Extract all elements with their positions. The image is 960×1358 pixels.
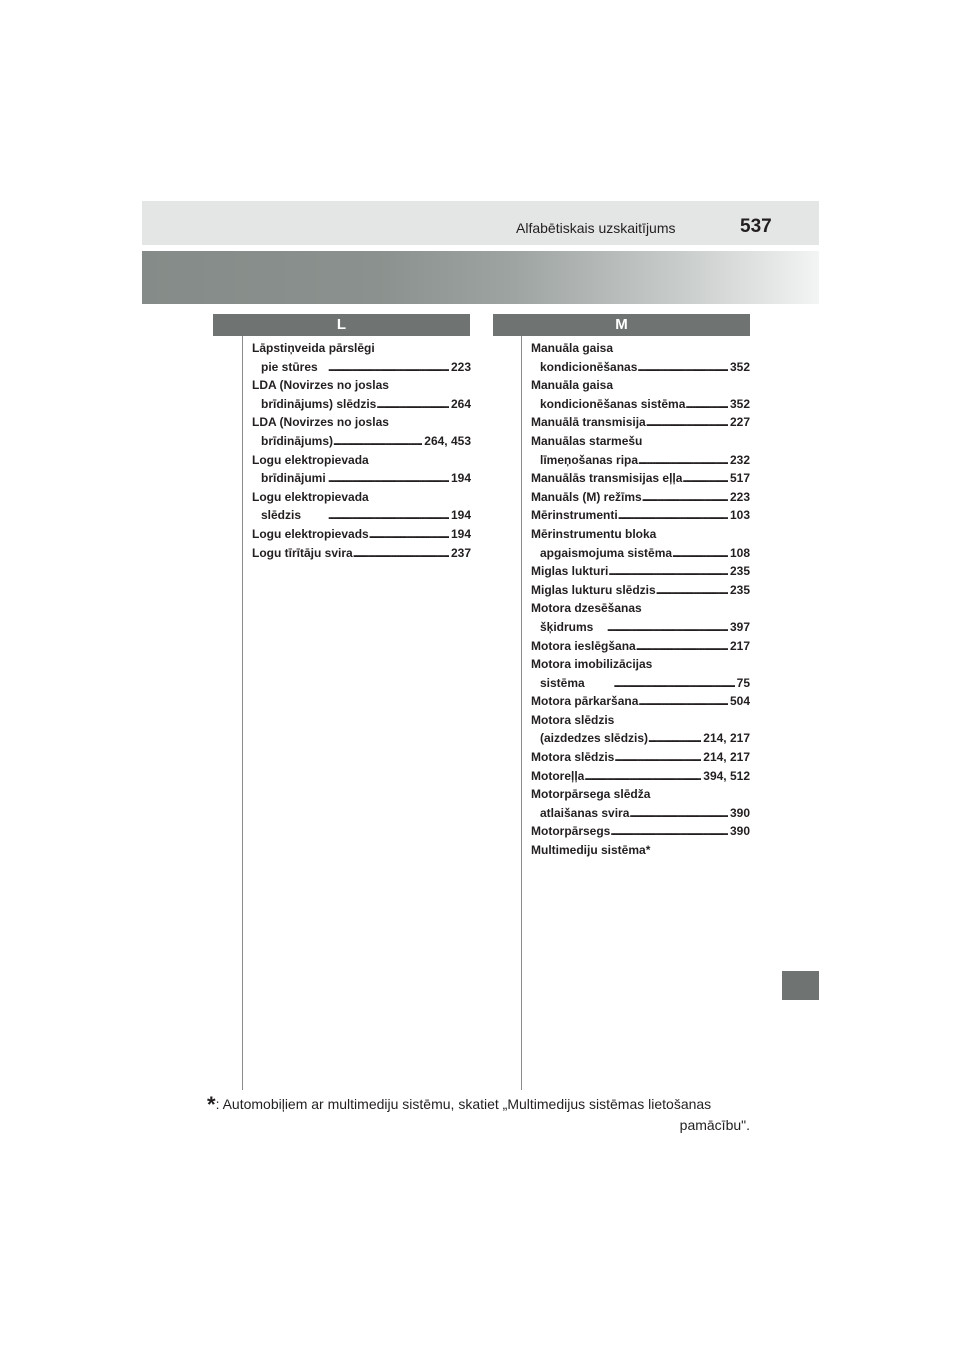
footnote-star: * bbox=[207, 1092, 216, 1117]
decorative-band bbox=[142, 251, 819, 304]
index-entry bbox=[252, 544, 471, 563]
entry-page-ref: 352 bbox=[729, 359, 750, 374]
entry-text: Manuālas starmešu bbox=[531, 433, 643, 448]
index-entry bbox=[531, 413, 750, 432]
dot-leader bbox=[369, 525, 449, 544]
index-entry bbox=[531, 785, 750, 822]
entry-text: pie stūres bbox=[261, 359, 318, 374]
footnote-line1: : Automobiļiem ar multimediju sistēmu, skatiet „Multimedijus sistēmas lietošanas bbox=[215, 1096, 712, 1112]
index-entry bbox=[252, 488, 471, 525]
entry-text: šķidrums bbox=[540, 619, 594, 634]
index-entry bbox=[531, 637, 750, 656]
index-entry bbox=[252, 525, 471, 544]
entry-text: Motora pārkaršana bbox=[531, 694, 639, 709]
section-header-m: M bbox=[493, 314, 750, 336]
dot-leader bbox=[656, 581, 728, 600]
dot-leader bbox=[593, 618, 728, 637]
index-entry bbox=[531, 506, 750, 525]
entry-text: Manuālā transmisija bbox=[531, 415, 646, 430]
entry-page-ref: 390 bbox=[729, 824, 750, 839]
column-divider-right bbox=[521, 336, 522, 1090]
entry-page-ref: 214, 217 bbox=[703, 731, 750, 746]
entry-text: kondicionēšanas bbox=[540, 359, 638, 374]
entry-text: Manuāla gaisa bbox=[531, 378, 614, 393]
dot-leader bbox=[642, 488, 728, 507]
dot-leader bbox=[584, 767, 701, 786]
chapter-tab bbox=[782, 971, 819, 1000]
header-bar bbox=[142, 201, 819, 245]
entry-text: atlaišanas svira bbox=[540, 805, 630, 820]
entry-text: brīdinājums) bbox=[261, 433, 334, 448]
dot-leader bbox=[618, 506, 728, 525]
entry-page-ref: 227 bbox=[729, 415, 750, 430]
index-entry bbox=[531, 525, 750, 562]
dot-leader bbox=[376, 395, 449, 414]
dot-leader bbox=[638, 451, 728, 470]
entry-page-ref: 75 bbox=[736, 675, 750, 690]
entry-page-ref: 237 bbox=[450, 545, 471, 560]
dot-leader bbox=[685, 395, 728, 414]
entry-page-ref: 194 bbox=[450, 526, 471, 541]
entry-text: LDA (Novirzes no joslas bbox=[252, 378, 389, 393]
dot-leader bbox=[318, 358, 449, 377]
entry-text: Lāpstiņveida pārslēgi bbox=[252, 341, 375, 355]
entry-text: LDA (Novirzes no joslas bbox=[252, 415, 389, 430]
entry-text: brīdinājums) slēdzis bbox=[261, 396, 377, 411]
entry-text: Motora dzesēšanas bbox=[531, 601, 642, 616]
entry-page-ref: 217 bbox=[729, 638, 750, 653]
index-entry bbox=[531, 748, 750, 767]
dot-leader bbox=[648, 729, 701, 748]
dot-leader bbox=[301, 506, 449, 525]
dot-leader bbox=[682, 469, 728, 488]
index-entry bbox=[531, 339, 750, 376]
dot-leader bbox=[637, 358, 728, 377]
dot-leader bbox=[672, 544, 728, 563]
entry-text: Motora ieslēgšana bbox=[531, 638, 636, 653]
footnote bbox=[207, 1094, 750, 1135]
entry-text: slēdzis bbox=[261, 508, 302, 523]
entry-text: Multimediju sistēma* bbox=[531, 843, 651, 858]
entry-page-ref: 223 bbox=[450, 359, 471, 374]
entry-text: Motoreļļa bbox=[531, 768, 585, 783]
dot-leader bbox=[638, 692, 728, 711]
entry-page-ref: 397 bbox=[729, 619, 750, 634]
entry-page-ref: 394, 512 bbox=[703, 768, 750, 783]
dot-leader bbox=[585, 674, 735, 693]
entry-text: Motora slēdzis bbox=[531, 712, 615, 727]
entry-page-ref: 390 bbox=[729, 805, 750, 820]
index-entry bbox=[531, 469, 750, 488]
entry-page-ref: 108 bbox=[729, 545, 750, 560]
dot-leader bbox=[629, 804, 728, 823]
index-entry bbox=[531, 488, 750, 507]
index-entry bbox=[252, 451, 471, 488]
index-column-l bbox=[252, 339, 471, 562]
index-entry bbox=[252, 376, 471, 413]
entry-page-ref: 103 bbox=[729, 508, 750, 523]
entry-page-ref: 194 bbox=[450, 508, 471, 523]
entry-page-ref: 214, 217 bbox=[703, 750, 750, 765]
entry-text: Motora slēdzis bbox=[531, 750, 615, 765]
entry-text: kondicionēšanas sistēma bbox=[540, 396, 686, 411]
entry-page-ref: 264 bbox=[450, 396, 471, 411]
index-entry bbox=[531, 581, 750, 600]
entry-text: Manuālās transmisijas eļļa bbox=[531, 471, 683, 486]
dot-leader bbox=[608, 562, 728, 581]
entry-text: brīdinājumi bbox=[261, 471, 326, 486]
dot-leader bbox=[610, 822, 728, 841]
dot-leader bbox=[646, 413, 728, 432]
entry-text: Miglas lukturu slēdzis bbox=[531, 582, 656, 597]
index-entry bbox=[531, 767, 750, 786]
index-entry bbox=[252, 413, 471, 450]
entry-page-ref: 352 bbox=[729, 396, 750, 411]
index-entry bbox=[531, 655, 750, 692]
index-column-m bbox=[531, 339, 750, 860]
index-entry bbox=[531, 562, 750, 581]
entry-text: Mērinstrumentu bloka bbox=[531, 526, 657, 541]
entry-page-ref: 517 bbox=[729, 471, 750, 486]
entry-text: Logu tīrītāju svira bbox=[252, 545, 353, 560]
dot-leader bbox=[333, 432, 422, 451]
dot-leader bbox=[636, 637, 728, 656]
dot-leader bbox=[614, 748, 701, 767]
entry-text: Manuāls (M) režīms bbox=[531, 489, 642, 504]
index-entry bbox=[531, 432, 750, 469]
entry-text: Manuāla gaisa bbox=[531, 341, 614, 355]
entry-text: Logu elektropievada bbox=[252, 489, 369, 504]
index-entry bbox=[531, 711, 750, 748]
entry-text: līmeņošanas ripa bbox=[540, 452, 639, 467]
entry-page-ref: 232 bbox=[729, 452, 750, 467]
index-entry bbox=[531, 599, 750, 636]
entry-page-ref: 264, 453 bbox=[424, 433, 471, 448]
entry-page-ref: 235 bbox=[729, 564, 750, 579]
entry-text: Motora imobilizācijas bbox=[531, 657, 653, 672]
entry-text: Motorpārsegs bbox=[531, 824, 611, 839]
entry-text: sistēma bbox=[540, 675, 585, 690]
page-title: Alfabētiskais uzskaitījums bbox=[516, 220, 676, 236]
entry-text: (aizdedzes slēdzis) bbox=[540, 731, 649, 746]
index-entry bbox=[531, 822, 750, 841]
entry-text: apgaismojuma sistēma bbox=[540, 545, 673, 560]
page-number: 537 bbox=[740, 216, 772, 237]
entry-text: Logu elektropievada bbox=[252, 452, 369, 467]
entry-text: Miglas lukturi bbox=[531, 564, 609, 579]
index-entry bbox=[252, 339, 471, 376]
entry-text: Logu elektropievads bbox=[252, 526, 369, 541]
entry-text: Motorpārsega slēdža bbox=[531, 787, 651, 802]
index-entry bbox=[531, 692, 750, 711]
footnote-line2: pamācību". bbox=[679, 1117, 750, 1133]
column-divider-left bbox=[242, 336, 243, 1090]
entry-page-ref: 194 bbox=[450, 471, 471, 486]
entry-page-ref: 235 bbox=[729, 582, 750, 597]
entry-page-ref: 504 bbox=[729, 694, 750, 709]
index-entry bbox=[531, 841, 750, 860]
section-header-l: L bbox=[213, 314, 470, 336]
dot-leader bbox=[326, 469, 449, 488]
entry-text: Mērinstrumenti bbox=[531, 508, 618, 523]
dot-leader bbox=[353, 544, 449, 563]
entry-page-ref: 223 bbox=[729, 489, 750, 504]
index-entry bbox=[531, 376, 750, 413]
